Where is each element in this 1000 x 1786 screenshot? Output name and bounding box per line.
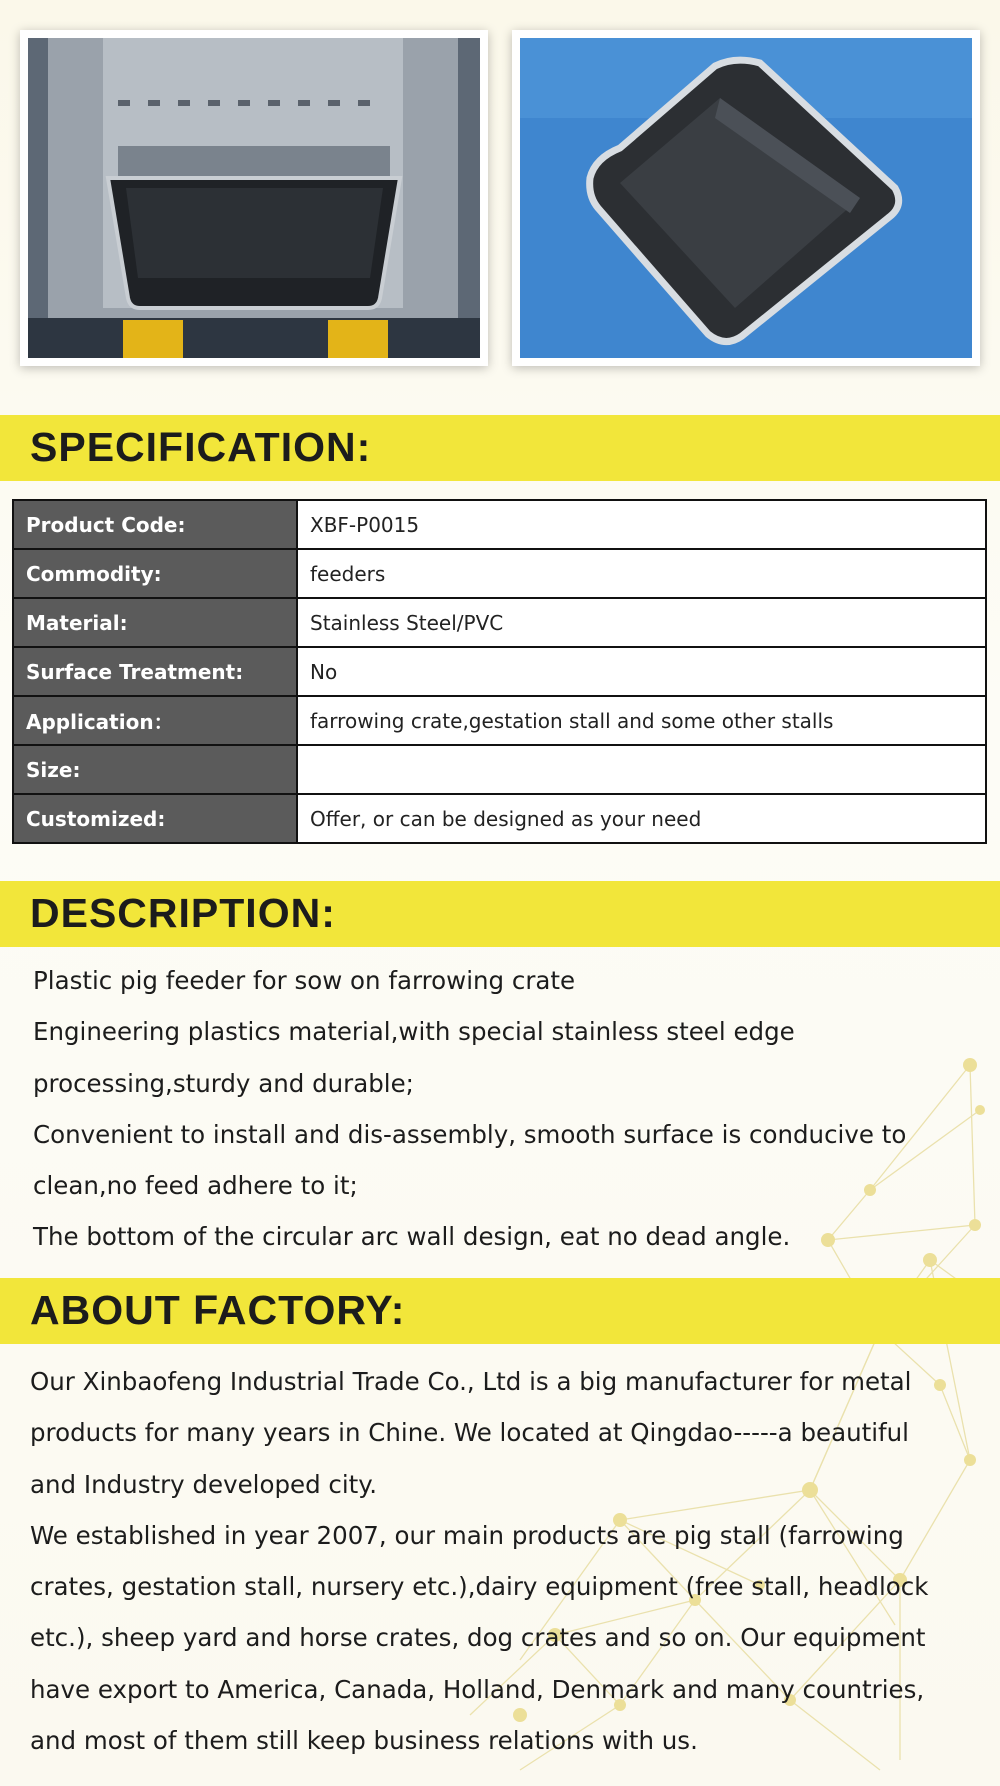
- description-line: processing,sturdy and durable;: [33, 1068, 414, 1098]
- table-row: [13, 647, 986, 696]
- description-text: [33, 955, 983, 1263]
- about-factory-section-header: [0, 1278, 1000, 1344]
- about-line: have export to America, Canada, Holland, Denmark and many countries,: [30, 1674, 925, 1704]
- table-row: [13, 500, 986, 549]
- table-row: [13, 794, 986, 843]
- about-line: crates, gestation stall, nursery etc.),dairy equipment (free stall, headlock: [30, 1572, 929, 1602]
- description-line: Plastic pig feeder for sow on farrowing crate: [33, 966, 576, 995]
- description-heading: DESCRIPTION:: [30, 890, 336, 936]
- specification-heading: SPECIFICATION:: [30, 424, 372, 470]
- description-line: The bottom of the circular arc wall design, eat no dead angle.: [33, 1222, 791, 1252]
- spec-label: Product Code:: [13, 500, 297, 549]
- table-row: [13, 696, 986, 745]
- table-row: [13, 745, 986, 794]
- table-row: [13, 598, 986, 647]
- mounted-feeder-illustration: [28, 38, 480, 358]
- about-factory-text: [30, 1356, 980, 1766]
- description-line: Convenient to install and dis-assembly, smooth surface is conducive to: [33, 1119, 907, 1149]
- product-photo-feeder-blue-background: [512, 30, 980, 366]
- description-line: Engineering plastics material,with special stainless steel edge: [33, 1017, 795, 1047]
- specification-section-header: [0, 415, 1000, 481]
- about-line: and most of them still keep business relations with us.: [30, 1726, 698, 1756]
- description-line: clean,no feed adhere to it;: [33, 1171, 358, 1201]
- spec-label: Size:: [13, 745, 297, 794]
- spec-value: Stainless Steel/PVC: [297, 598, 986, 647]
- spec-value: feeders: [297, 549, 986, 598]
- table-row: [13, 549, 986, 598]
- about-line: and Industry developed city.: [30, 1469, 378, 1499]
- spec-label: Commodity:: [13, 549, 297, 598]
- spec-label: Customized:: [13, 794, 297, 843]
- spec-value: [297, 745, 986, 794]
- feeder-top-view-illustration: [520, 38, 972, 358]
- about-line: etc.), sheep yard and horse crates, dog crates and so on. Our equipment: [30, 1623, 926, 1653]
- specification-table: [12, 499, 987, 844]
- spec-value: farrowing crate,gestation stall and some other stalls: [297, 696, 986, 745]
- about-factory-heading: ABOUT FACTORY:: [30, 1287, 406, 1333]
- description-section-header: [0, 881, 1000, 947]
- spec-value: XBF-P0015: [297, 500, 986, 549]
- spec-value: Offer, or can be designed as your need: [297, 794, 986, 843]
- product-photo-mounted-feeder: [20, 30, 488, 366]
- spec-value: No: [297, 647, 986, 696]
- about-line: We established in year 2007, our main products are pig stall (farrowing: [30, 1520, 904, 1550]
- spec-label: Surface Treatment:: [13, 647, 297, 696]
- about-line: Our Xinbaofeng Industrial Trade Co., Ltd is a big manufacturer for metal: [30, 1367, 912, 1396]
- spec-label: Material:: [13, 598, 297, 647]
- about-line: products for many years in Chine. We located at Qingdao-----a beautiful: [30, 1418, 909, 1448]
- spec-label: Application：: [13, 696, 297, 745]
